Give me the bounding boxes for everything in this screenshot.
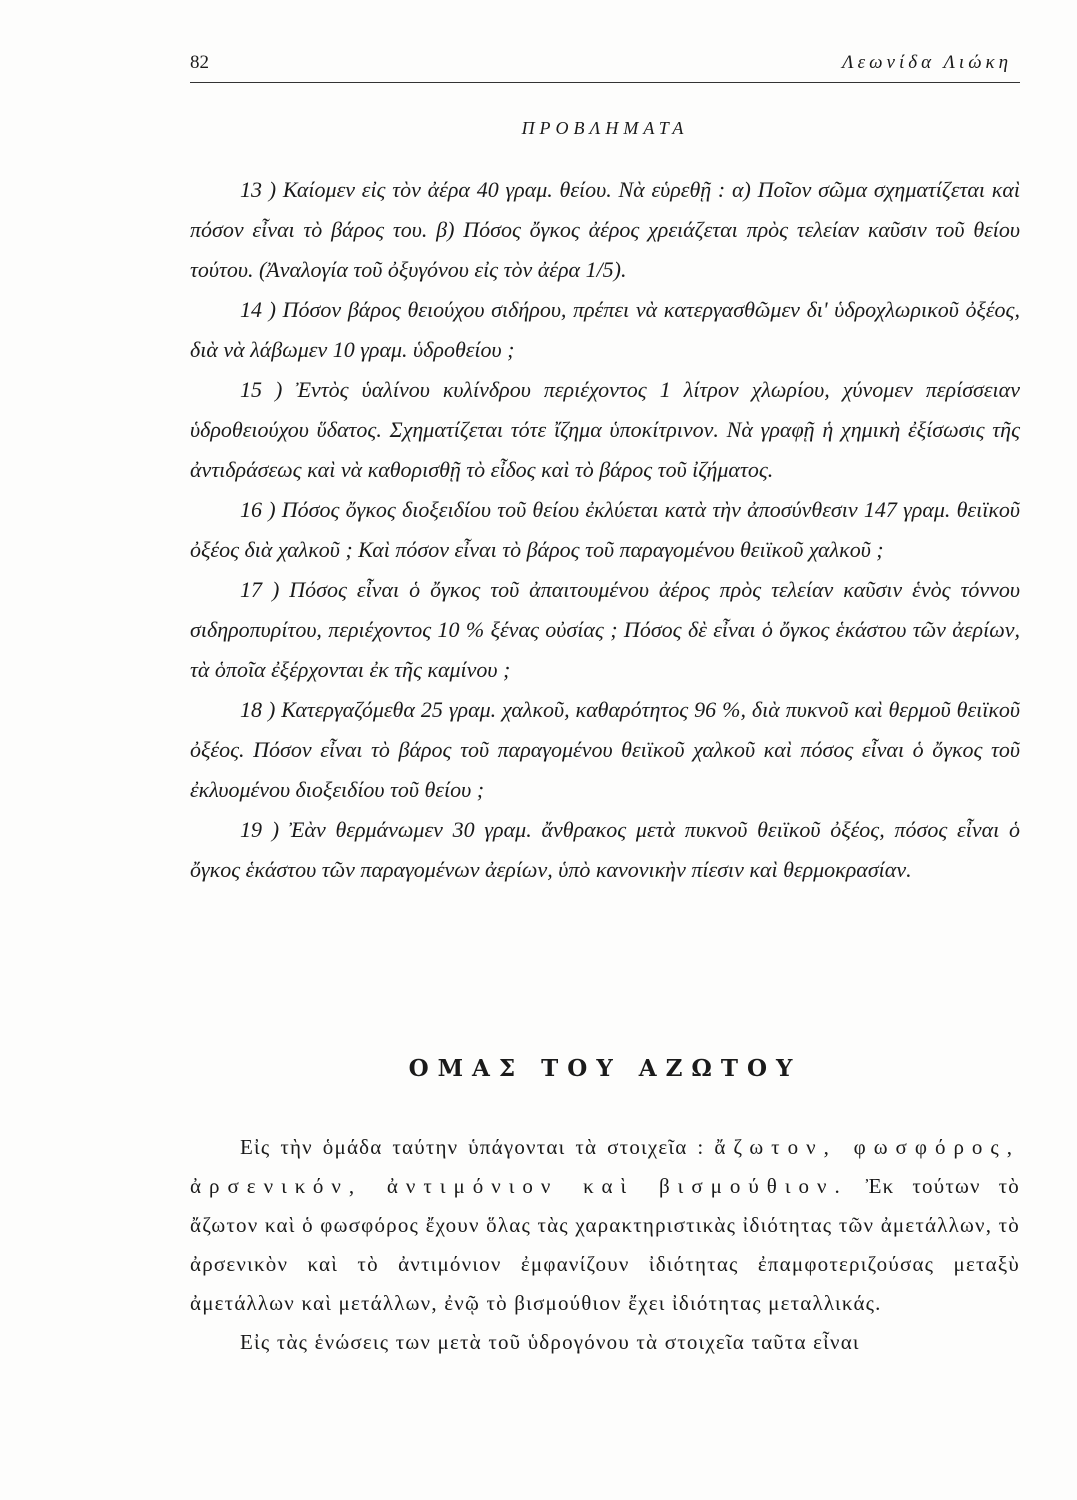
page-number: 82 <box>190 52 209 73</box>
paragraph-intro: Εἰς τὴν ὁμάδα ταύτην ὑπάγονται τὰ στοιχεῖα : <box>240 1135 705 1159</box>
body-text <box>190 1128 1020 1362</box>
running-head: Λεωνίδα Λιώκη <box>842 52 1012 73</box>
body-paragraph-1 <box>190 1128 1020 1323</box>
page-header <box>190 46 1020 83</box>
section-title: ΠΡΟΒΛΗΜΑΤΑ <box>521 118 689 138</box>
problem-17: 17 ) Πόσος εἶναι ὁ ὄγκος τοῦ ἀπαιτουμένου ἀέρος πρὸς τελείαν καῦσιν ἑνὸς τόννου σιδηροπυρίτου, περιέχοντος 10 % ξένας οὐσίας ; Πόσος δὲ εἶναι ὁ ὄγκος ἑκάστου τῶν ἀερίων, τὰ ὁποῖα ἐξέρχονται ἐκ τῆς καμίνου ; <box>190 577 1020 682</box>
problem-13: 13 ) Καίομεν εἰς τὸν ἀέρα 40 γραμ. θείου. Νὰ εὑρεθῇ : α) Ποῖον σῶμα σχηματίζεται καὶ πόσον εἶναι τὸ βάρος του. β) Πόσος ὄγκος ἀέρος χρειάζεται πρὸς τελείαν καῦσιν τοῦ θείου τούτου. (Ἀναλογία τοῦ ὀξυγόνου εἰς τὸν ἀέρα 1/5). <box>190 177 1020 282</box>
paragraph-rest: Ἐκ τούτων τὸ ἄζωτον καὶ ὁ φωσφόρος ἔχουν ὅλας τὰς χαρακτηριστικὰς ἰδιότητας τῶν ἀμετάλλων, τὸ ἀρσενικὸν καὶ τὸ ἀντιμόνιον ἐμφανίζουν ἰδιότητας ἐπαμφοτεριζούσας μεταξὺ ἀμετάλλων καὶ μετάλλων, ἐνῷ τὸ βισμούθιον ἔχει ἰδιότητας μεταλλικάς. <box>190 1174 1020 1315</box>
problem-16: 16 ) Πόσος ὄγκος διοξειδίου τοῦ θείου ἐκλύεται κατὰ τὴν ἀποσύνθεσιν 147 γραμ. θειϊκοῦ ὀξέος διὰ χαλκοῦ ; Καὶ πόσον εἶναι τὸ βάρος τοῦ παραγομένου θειϊκοῦ χαλκοῦ ; <box>190 497 1020 562</box>
problem-14: 14 ) Πόσον βάρος θειούχου σιδήρου, πρέπει νὰ κατεργασθῶμεν δι' ὑδροχλωρικοῦ ὀξέος, διὰ νὰ λάβωμεν 10 γραμ. ὑδροθείου ; <box>190 297 1020 362</box>
problem-18: 18 ) Κατεργαζόμεθα 25 γραμ. χαλκοῦ, καθαρότητος 96 %, διὰ πυκνοῦ καὶ θερμοῦ θειϊκοῦ ὀξέος. Πόσον εἶναι τὸ βάρος τοῦ παραγομένου θειϊκοῦ χαλκοῦ καὶ πόσος εἶναι ὁ ὄγκος τοῦ ἐκλυομένου διοξειδίου τοῦ θείου ; <box>190 697 1020 802</box>
problem-19: 19 ) Ἐὰν θερμάνωμεν 30 γραμ. ἄνθρακος μετὰ πυκνοῦ θειϊκοῦ ὀξέος, πόσος εἶναι ὁ ὄγκος ἑκάστου τῶν παραγομένων ἀερίων, ὑπὸ κανονικὴν πίεσιν καὶ θερμοκρασίαν. <box>190 817 1020 882</box>
problems-list <box>190 170 1020 890</box>
body-paragraph-2: Εἰς τὰς ἑνώσεις των μετὰ τοῦ ὑδρογόνου τὰ στοιχεῖα ταῦτα εἶναι <box>240 1330 860 1354</box>
chapter-title: ΟΜΑΣ ΤΟΥ ΑΖΩΤΟΥ <box>408 1055 802 1082</box>
problem-15: 15 ) Ἐντὸς ὑαλίνου κυλίνδρου περιέχοντος 1 λίτρον χλωρίου, χύνομεν περίσσειαν ὑδροθειούχου ὕδατος. Σχηματίζεται τότε ἴζημα ὑποκίτρινον. Νὰ γραφῇ ἡ χημικὴ ἐξίσωσις τῆς ἀντιδράσεως καὶ νὰ καθορισθῇ τὸ εἶδος καὶ τὸ βάρος τοῦ ἰζήματος. <box>190 377 1020 482</box>
element-list: ἄζωτον, φωσφόρος, ἀρσενικόν, ἀντιμόνιον καὶ βισμούθιον. <box>190 1135 1021 1198</box>
